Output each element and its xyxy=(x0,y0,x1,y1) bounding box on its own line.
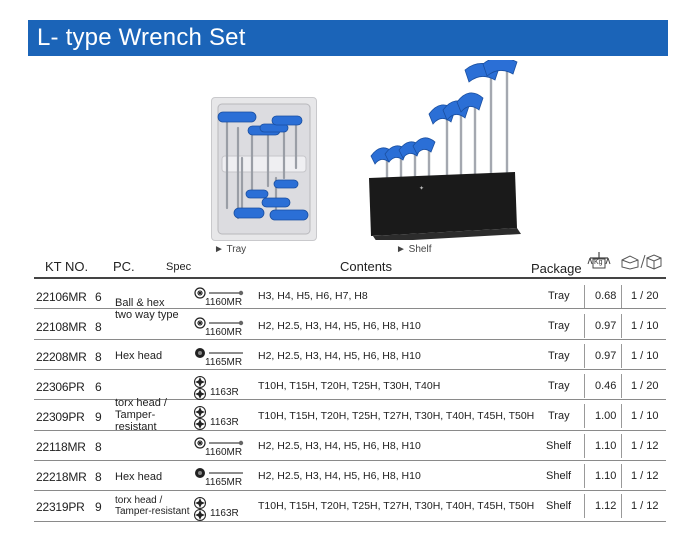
row-rule xyxy=(34,490,666,491)
row-contents: H2, H2.5, H3, H4, H5, H6, H8, H10 xyxy=(258,350,421,362)
tray-caption: ► Tray xyxy=(214,244,247,255)
group-line: two way type xyxy=(115,309,179,321)
group-line: Tamper-resistant xyxy=(115,506,190,517)
group-line: Ball & hex xyxy=(115,297,165,309)
row-contents: T10H, T15H, T20H, T25H, T27H, T30H, T40H, T45H, T50H xyxy=(258,410,535,422)
shelf-caption: ► Shelf xyxy=(396,244,432,255)
row-package: Shelf xyxy=(546,440,572,452)
group-description xyxy=(115,471,205,483)
row-weight: 1.10 xyxy=(595,470,617,482)
row-contents: H2, H2.5, H3, H4, H5, H6, H8, H10 xyxy=(258,440,421,452)
row-tip-ref: 1160MR xyxy=(205,297,243,308)
group-line: Tamper- xyxy=(115,409,156,421)
row-qty: 1 / 10 xyxy=(631,410,659,422)
row-contents: H3, H4, H5, H6, H7, H8 xyxy=(258,290,368,302)
page-title: L- type Wrench Set xyxy=(37,24,246,51)
row-tip-ref: 1165MR xyxy=(205,477,243,488)
row-package: Tray xyxy=(548,380,570,392)
row-weight: 1.00 xyxy=(595,410,617,422)
torx-tip-icon xyxy=(193,417,207,431)
column-divider xyxy=(621,374,622,398)
shelf-product-image xyxy=(365,60,525,240)
row-pc: 9 xyxy=(95,410,102,424)
row-code: 22208MR xyxy=(36,350,87,364)
header-pc: PC. xyxy=(113,259,135,274)
row-weight: 0.97 xyxy=(595,350,617,362)
row-tip-ref: 1160MR xyxy=(205,447,243,458)
row-weight: 0.97 xyxy=(595,320,617,332)
header-kt-no: KT NO. xyxy=(45,259,89,274)
row-qty: 1 / 20 xyxy=(631,290,659,302)
group-line: torx head / xyxy=(115,495,163,506)
row-code: 22218MR xyxy=(36,470,87,484)
group-line: resistant xyxy=(115,421,157,433)
row-qty: 1 / 10 xyxy=(631,350,659,362)
row-package: Tray xyxy=(548,410,570,422)
row-weight: 0.46 xyxy=(595,380,617,392)
column-divider xyxy=(584,464,585,488)
row-contents: H2, H2.5, H3, H4, H5, H6, H8, H10 xyxy=(258,470,421,482)
row-weight: 1.12 xyxy=(595,500,617,512)
row-tip-ref: 1163R xyxy=(210,387,239,398)
weight-unit: Kg xyxy=(594,259,603,266)
row-code: 22306PR xyxy=(36,380,85,394)
row-contents: H2, H2.5, H3, H4, H5, H6, H8, H10 xyxy=(258,320,421,332)
row-pc: 6 xyxy=(95,290,102,304)
box-quantity-icon xyxy=(620,252,662,270)
column-divider xyxy=(584,344,585,368)
row-contents: T10H, T15H, T20H, T25H, T27H, T30H, T40H, T45H, T50H xyxy=(258,500,535,512)
group-description xyxy=(115,297,205,321)
tray-wrench-illustration xyxy=(212,98,316,240)
row-code: 22319PR xyxy=(36,500,85,514)
column-divider xyxy=(621,494,622,518)
row-weight: 0.68 xyxy=(595,290,617,302)
row-pc: 8 xyxy=(95,470,102,484)
row-qty: 1 / 20 xyxy=(631,380,659,392)
column-divider xyxy=(621,404,622,428)
group-line: torx head / xyxy=(115,397,167,409)
row-code: 22106MR xyxy=(36,290,87,304)
weight-icon xyxy=(587,250,611,272)
row-code: 22108MR xyxy=(36,320,87,334)
row-tip-ref: 1163R xyxy=(210,417,239,428)
row-qty: 1 / 12 xyxy=(631,440,659,452)
row-code: 22309PR xyxy=(36,410,85,424)
row-package: Shelf xyxy=(546,470,572,482)
row-package: Tray xyxy=(548,350,570,362)
row-package: Tray xyxy=(548,290,570,302)
row-contents: T10H, T15H, T20H, T25H, T30H, T40H xyxy=(258,380,441,392)
shelf-brand-mark: ✦ xyxy=(419,185,425,192)
group-description xyxy=(115,350,205,362)
row-qty: 1 / 10 xyxy=(631,320,659,332)
row-qty: 1 / 12 xyxy=(631,500,659,512)
row-weight: 1.10 xyxy=(595,440,617,452)
header-rule xyxy=(34,277,666,279)
group-line: Hex head xyxy=(115,350,163,362)
row-package: Tray xyxy=(548,320,570,332)
tray-product-image xyxy=(211,97,317,241)
row-code: 22118MR xyxy=(36,440,86,454)
header-package: Package xyxy=(531,261,582,276)
row-package: Shelf xyxy=(546,500,572,512)
header-spec: Spec xyxy=(166,261,192,273)
column-divider xyxy=(584,285,585,309)
column-divider xyxy=(621,314,622,338)
row-rule xyxy=(34,339,666,340)
group-line: Hex head xyxy=(115,471,163,483)
group-description xyxy=(115,397,205,433)
title-bar xyxy=(28,20,668,56)
column-divider xyxy=(621,344,622,368)
row-rule xyxy=(34,521,666,522)
row-rule xyxy=(34,369,666,370)
row-rule xyxy=(34,460,666,461)
row-pc: 9 xyxy=(95,500,102,514)
row-tip-ref: 1165MR xyxy=(205,357,243,368)
torx-tip-icon xyxy=(193,387,207,401)
row-tip-ref: 1160MR xyxy=(205,327,243,338)
row-pc: 8 xyxy=(95,350,102,364)
column-divider xyxy=(584,404,585,428)
row-pc: 8 xyxy=(95,440,102,454)
column-divider xyxy=(621,285,622,309)
row-qty: 1 / 12 xyxy=(631,470,659,482)
row-pc: 6 xyxy=(95,380,102,394)
column-divider xyxy=(584,374,585,398)
row-pc: 8 xyxy=(95,320,102,334)
column-divider xyxy=(584,494,585,518)
column-divider xyxy=(584,434,585,458)
column-divider xyxy=(584,314,585,338)
column-divider xyxy=(621,464,622,488)
header-contents: Contents xyxy=(340,259,393,274)
group-description xyxy=(115,495,205,517)
column-divider xyxy=(621,434,622,458)
torx-tip-icon xyxy=(193,508,207,522)
row-tip-ref: 1163R xyxy=(210,508,239,519)
